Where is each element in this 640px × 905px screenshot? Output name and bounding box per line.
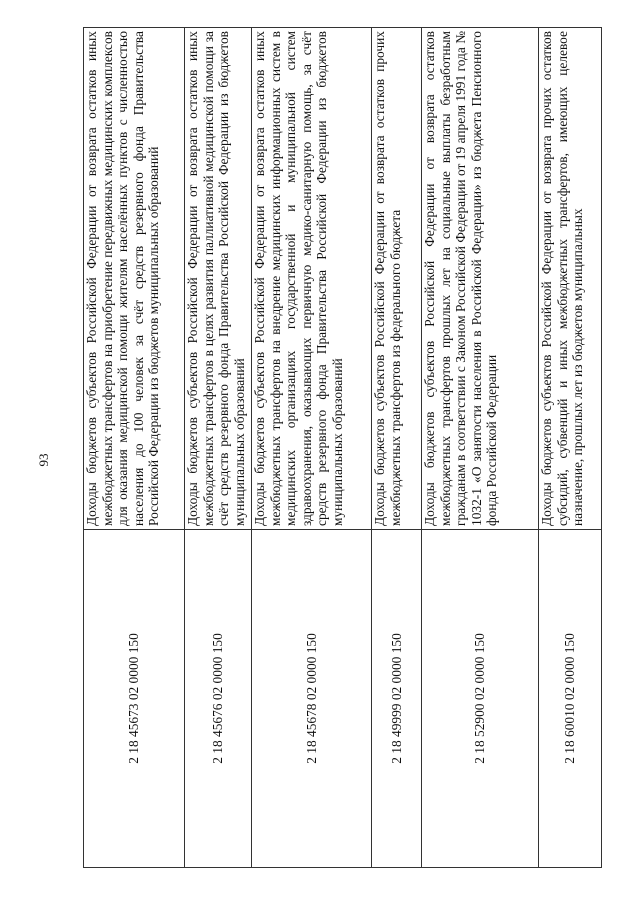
table-row [372, 28, 422, 868]
description-cell: Доходы бюджетов субъектов Российской Федерации от возврата остатков прочих межбюджетных трансфертов из федерального бюджета [372, 28, 422, 530]
description-cell: Доходы бюджетов субъектов Российской Федерации от возврата остатков иных межбюджетных трансфертов на внедрение медицинских информационных систем в медицинских организациях государственной и муниципальной систем здравоохранения, оказывающих первичную медико-санитарную помощь, за счёт средств резервного фонда Правительства Российской Федерации из бюджетов муниципальных образований [252, 28, 372, 530]
table-row [422, 28, 539, 868]
code-cell: 2 18 45676 02 0000 150 [185, 530, 252, 868]
description-cell: Доходы бюджетов субъектов Российской Федерации от возврата остатков межбюджетных трансфертов прошлых лет на социальные выплаты безработным гражданам в соответствии с Законом Российской Федерации от 19 апреля 1991 года № 1032-1 «О занятости населения в Российской Федерации» из бюджета Пенсионного фонда Российской Федерации [422, 28, 539, 530]
table-row [84, 28, 185, 868]
code-cell: 2 18 52900 02 0000 150 [422, 530, 539, 868]
code-cell: 2 18 45673 02 0000 150 [84, 530, 185, 868]
description-cell: Доходы бюджетов субъектов Российской Федерации от возврата прочих остатков субсидий, субвенций и иных межбюджетных трансфертов, имеющих целевое назначение, прошлых лет из бюджетов муниципальных [539, 28, 602, 530]
rotated-table-wrapper [83, 28, 603, 868]
rotated-page [83, 28, 603, 868]
code-cell: 2 18 60010 02 0000 150 [539, 530, 602, 868]
table-row [539, 28, 602, 868]
code-cell: 2 18 49999 02 0000 150 [372, 530, 422, 868]
income-codes-table [83, 27, 602, 868]
description-cell: Доходы бюджетов субъектов Российской Федерации от возврата остатков иных межбюджетных трансфертов в целях развития паллиативной медицинской помощи за счёт средств резервного фонда Правительства Российской Федерации из бюджетов муниципальных образований [185, 28, 252, 530]
table-row [252, 28, 372, 868]
description-cell: Доходы бюджетов субъектов Российской Федерации от возврата остатков иных межбюджетных трансфертов на приобретение передвижных медицинских комплексов для оказания медицинской помощи жителям населённых пунктов с численностью населения до 100 человек за счёт средств резервного фонда Правительства Российской Федерации из бюджетов муниципальных образований [84, 28, 185, 530]
code-cell: 2 18 45678 02 0000 150 [252, 530, 372, 868]
table-row [185, 28, 252, 868]
page-number: 93 [36, 453, 51, 467]
